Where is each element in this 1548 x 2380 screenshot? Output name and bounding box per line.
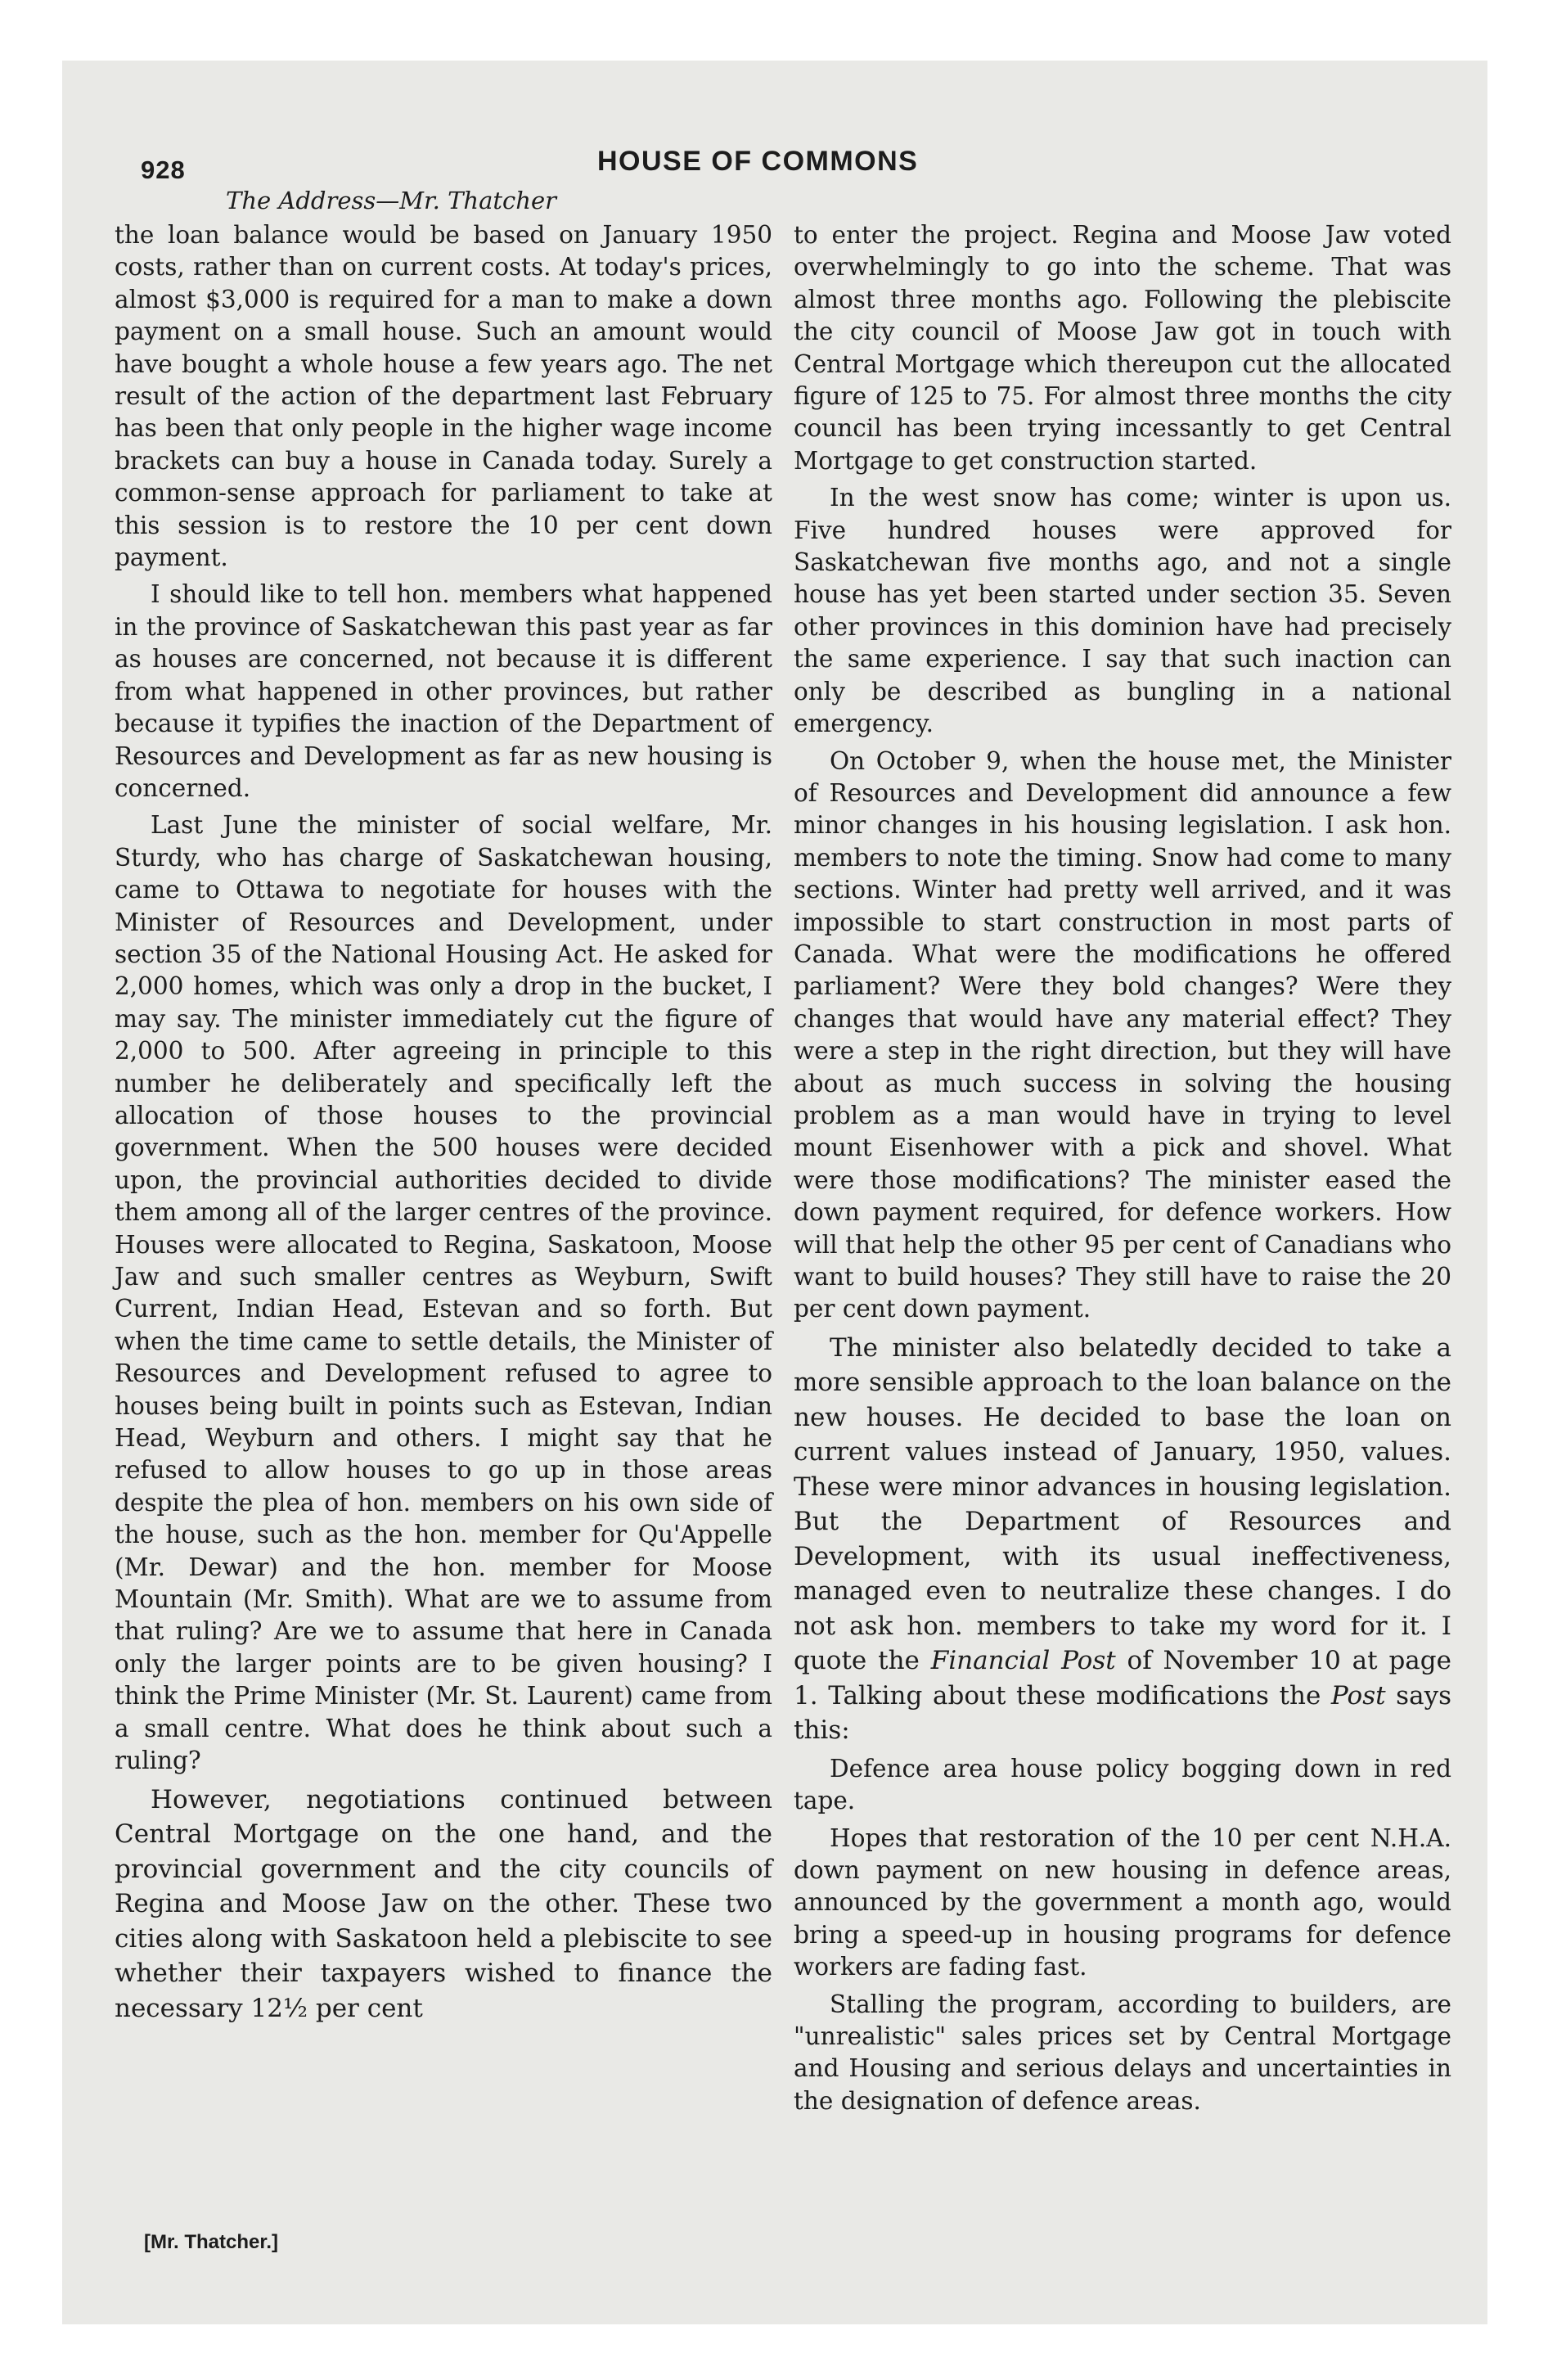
post-title: Post [1330, 1680, 1386, 1711]
right-paragraph-1: to enter the project. Regina and Moose Jaw voted overwhelmingly to go into the scheme. That was almost three months ago. Following the plebiscite the city council of Moose Jaw got in touch with Central Mortgage which thereupon cut the allocated figure of 125 to 75. For almost three months the city council has been trying incessantly to get Central Mortgage to get construction started. [794, 221, 1451, 475]
running-head: The Address—Mr. Thatcher [226, 187, 556, 214]
right-paragraph-4-text-c: says this: [794, 1680, 1451, 1746]
page-number: 928 [141, 156, 186, 184]
right-paragraph-4-text-a: The minister also belatedly decided to take a more sensible approach to the loan balance on the new houses. He decided to base the loan on current values instead of January, 1950, values. These were minor advances in housing legislation. But the Department of Resources and Development, with its usual ineffectiveness, managed even to neutralize these changes. I do not ask hon. members to take my word for it. I quote the [794, 1332, 1451, 1676]
page-title: HOUSE OF COMMONS [597, 146, 919, 177]
quote-paragraph-1: Defence area house policy bogging down in red tape. [794, 1754, 1451, 1815]
left-paragraph-4: However, negotiations continued between Central Mortgage on the one hand, and the provincial government and the city councils of Regina and Moose Jaw on the other. These two cities along with Saskatoon held a plebiscite to see whether their taxpayers wished to finance the necessary 12½ per cent [115, 1784, 772, 2023]
right-paragraph-3: On October 9, when the house met, the Minister of Resources and Development did announce a few minor changes in his housing legislation. I ask hon. members to note the timing. Snow had come to many sections. Winter had pretty well arrived, and it was impossible to start construction in most parts of Canada. What were the modifications he offered parliament? Were they bold changes? Were they changes that would have any material effect? They were a step in the right direction, but they will have about as much success in solving the housing problem as a man would have in trying to level mount Eisenhower with a pick and shovel. What were those modifications? The minister eased the down payment required, for defence workers. How will that help the other 95 per cent of Canadians who want to build houses? They still have to raise the 20 per cent down payment. [794, 746, 1451, 1323]
right-column [794, 219, 1451, 2122]
left-paragraph-2: I should like to tell hon. members what happened in the province of Saskatchewan this past year as far as houses are concerned, not because it is different from what happened in other provinces, but rather because it typifies the inaction of the Department of Resources and Development as far as new housing is concerned. [115, 580, 772, 802]
left-paragraph-3: Last June the minister of social welfare, Mr. Sturdy, who has charge of Saskatchewan housing, came to Ottawa to negotiate for houses with the Minister of Resources and Development, under section 35 of the National Housing Act. He asked for 2,000 homes, which was only a drop in the bucket, I may say. The minister immediately cut the figure of 2,000 to 500. After agreeing in principle to this number he deliberately and specifically left the allocation of those houses to the provincial government. When the 500 houses were decided upon, the provincial authorities decided to divide them among all of the larger centres of the province. Houses were allocated to Regina, Saskatoon, Moose Jaw and such smaller centres as Weyburn, Swift Current, Indian Head, Estevan and so forth. But when the time came to settle details, the Minister of Resources and Development refused to agree to houses being built in points such as Estevan, Indian Head, Weyburn and others. I might say that he refused to allow houses to go up in those areas despite the plea of hon. members on his own side of the house, such as the hon. member for Qu'Appelle (Mr. Dewar) and the hon. member for Moose Mountain (Mr. Smith). What are we to assume from that ruling? Are we to assume that here in Canada only the larger points are to be given housing? I think the Prime Minister (Mr. St. Laurent) came from a small centre. What does he think about such a ruling? [115, 811, 772, 1775]
financial-post-title: Financial Post [930, 1646, 1116, 1676]
quote-paragraph-3: Stalling the program, according to builders, are "unrealistic" sales prices set by Central Mortgage and Housing and serious delays and uncertainties in the designation of defence areas. [794, 1990, 1451, 2115]
left-paragraph-1: the loan balance would be based on January 1950 costs, rather than on current costs. At today's prices, almost $3,000 is required for a man to make a down payment on a small house. Such an amount would have bought a whole house a few years ago. The net result of the action of the department last February has been that only people in the higher wage income brackets can buy a house in Canada today. Surely a common-sense approach for parliament to take at this session is to restore the 10 per cent down payment. [115, 221, 772, 572]
speaker-attribution: [Mr. Thatcher.] [144, 2231, 279, 2253]
right-paragraph-4-text-b: of November 10 at page 1. Talking about these modifications the [794, 1646, 1451, 1711]
quote-paragraph-2: Hopes that restoration of the 10 per cent N.H.A. down payment on new housing in defence areas, announced by the government a month ago, would bring a speed-up in housing programs for defence workers are fading fast. [794, 1823, 1451, 1981]
right-paragraph-2: In the west snow has come; winter is upon us. Five hundred houses were approved for Saskatchewan five months ago, and not a single house has yet been started under section 35. Seven other provinces in this dominion have had precisely the same experience. I say that such inaction can only be described as bungling in a national emergency. [794, 484, 1451, 738]
left-column [115, 219, 772, 2031]
right-paragraph-4 [794, 1331, 1451, 1748]
